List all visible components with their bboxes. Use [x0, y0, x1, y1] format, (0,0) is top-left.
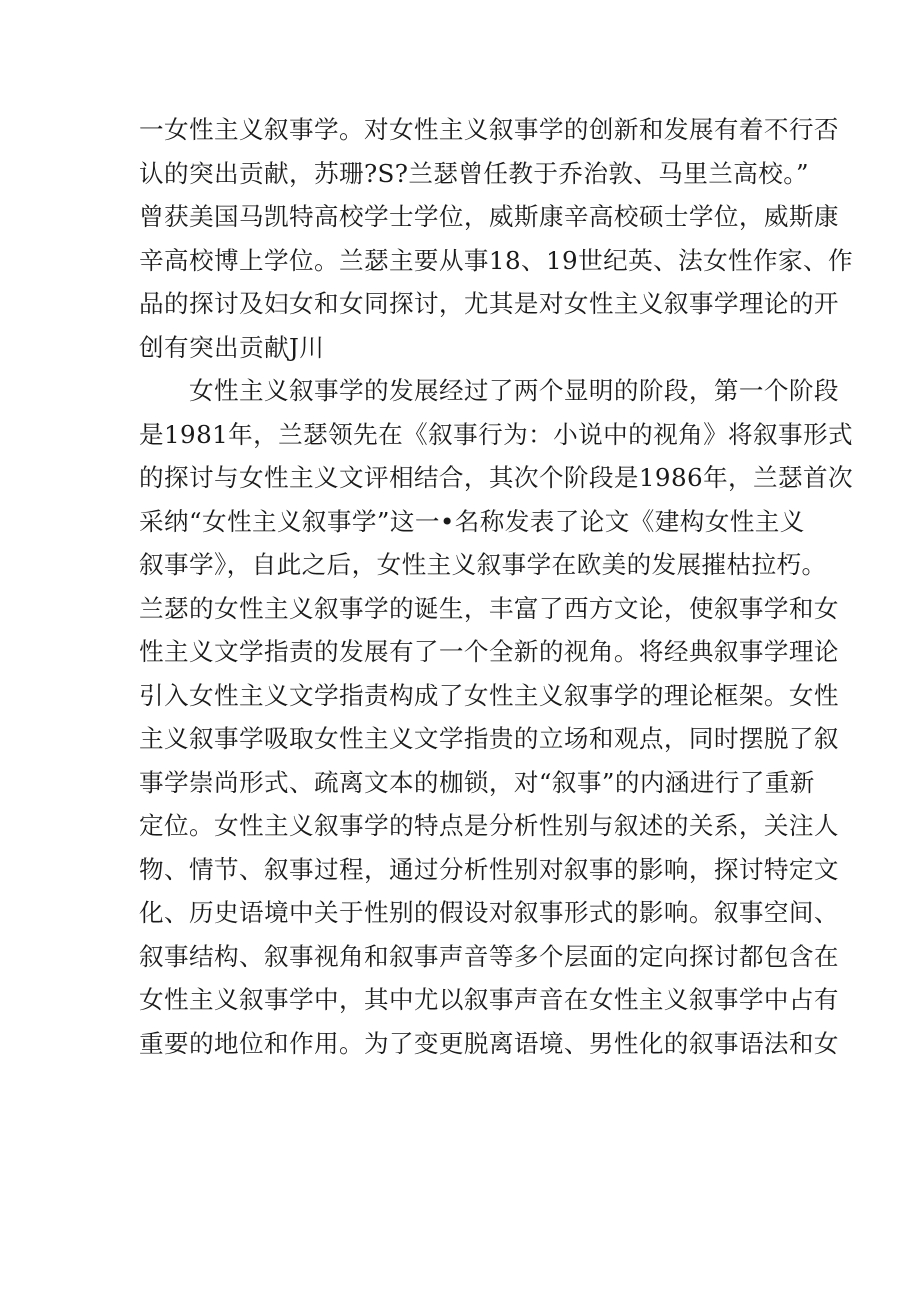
- text-line: 创有突出贡献J川: [139, 332, 325, 362]
- text-line: 叙事结构、叙事视角和叙事声音等多个层面的定向探讨都包含在: [139, 941, 839, 971]
- body-text: [139, 108, 854, 1065]
- text-line: 引入女性主义文学指责构成了女性主义叙事学的理论框架。女性: [139, 680, 839, 710]
- text-line: 化、历史语境中关于性别的假设对叙事形式的影响。叙事空间、: [139, 898, 839, 927]
- text-line: 物、情节、叙事过程，通过分析性别对叙事的影响，探讨特定文: [139, 854, 839, 884]
- text-line: 认的突出贡献，苏珊?S?兰瑟曾任教于乔治敦、马里兰高校。”: [139, 158, 809, 188]
- text-line: 曾获美国马凯特高校学士学位，威斯康辛高校硕士学位，威斯康: [139, 202, 839, 231]
- text-line: 兰瑟的女性主义叙事学的诞生，丰富了西方文论，使叙事学和女: [139, 593, 839, 623]
- text-line: 一女性主义叙事学。对女性主义叙事学的创新和发展有着不行否: [139, 115, 839, 144]
- text-line: 辛高校博上学位。兰瑟主要从事18、19世纪英、法女性作家、作: [139, 245, 854, 275]
- text-line: 品的探讨及妇女和女同探讨，尤其是对女性主义叙事学理论的开: [139, 289, 839, 318]
- text-line: 采纳“女性主义叙事学”这一•名称发表了论文《建构女性主义: [139, 506, 805, 536]
- paragraph-1: [139, 108, 854, 369]
- text-line: 主义叙事学吸取女性主义文学指贵的立场和观点，同时摆脱了叙: [139, 724, 839, 753]
- text-line: 女性主义叙事学的发展经过了两个显明的阶段，第一个阶段: [189, 376, 839, 405]
- text-line: 女性主义叙事学中，其中尤以叙事声音在女性主义叙事学中占有: [139, 985, 839, 1014]
- paragraph-2: [139, 369, 854, 1065]
- text-line: 定位。女性主义叙事学的特点是分析性别与叙述的关系，关注人: [139, 811, 839, 840]
- text-line: 的探讨与女性主义文评相结合，其次个阶段是1986年，兰瑟首次: [139, 463, 854, 492]
- text-line: 事学崇尚形式、疏离文本的枷锁，对“叙事”的内涵进行了重新: [139, 767, 815, 797]
- text-line: 是1981年，兰瑟领先在《叙事行为：小说中的视角》将叙事形式: [139, 419, 854, 449]
- text-line: 性主义文学指责的发展有了一个全新的视角。将经典叙事学理论: [139, 637, 839, 666]
- text-line: 叙事学》，自此之后，女性主义叙事学在欧美的发展摧枯拉朽。: [139, 550, 827, 579]
- text-line: 重要的地位和作用。为了变更脱离语境、男性化的叙事语法和女: [139, 1028, 839, 1058]
